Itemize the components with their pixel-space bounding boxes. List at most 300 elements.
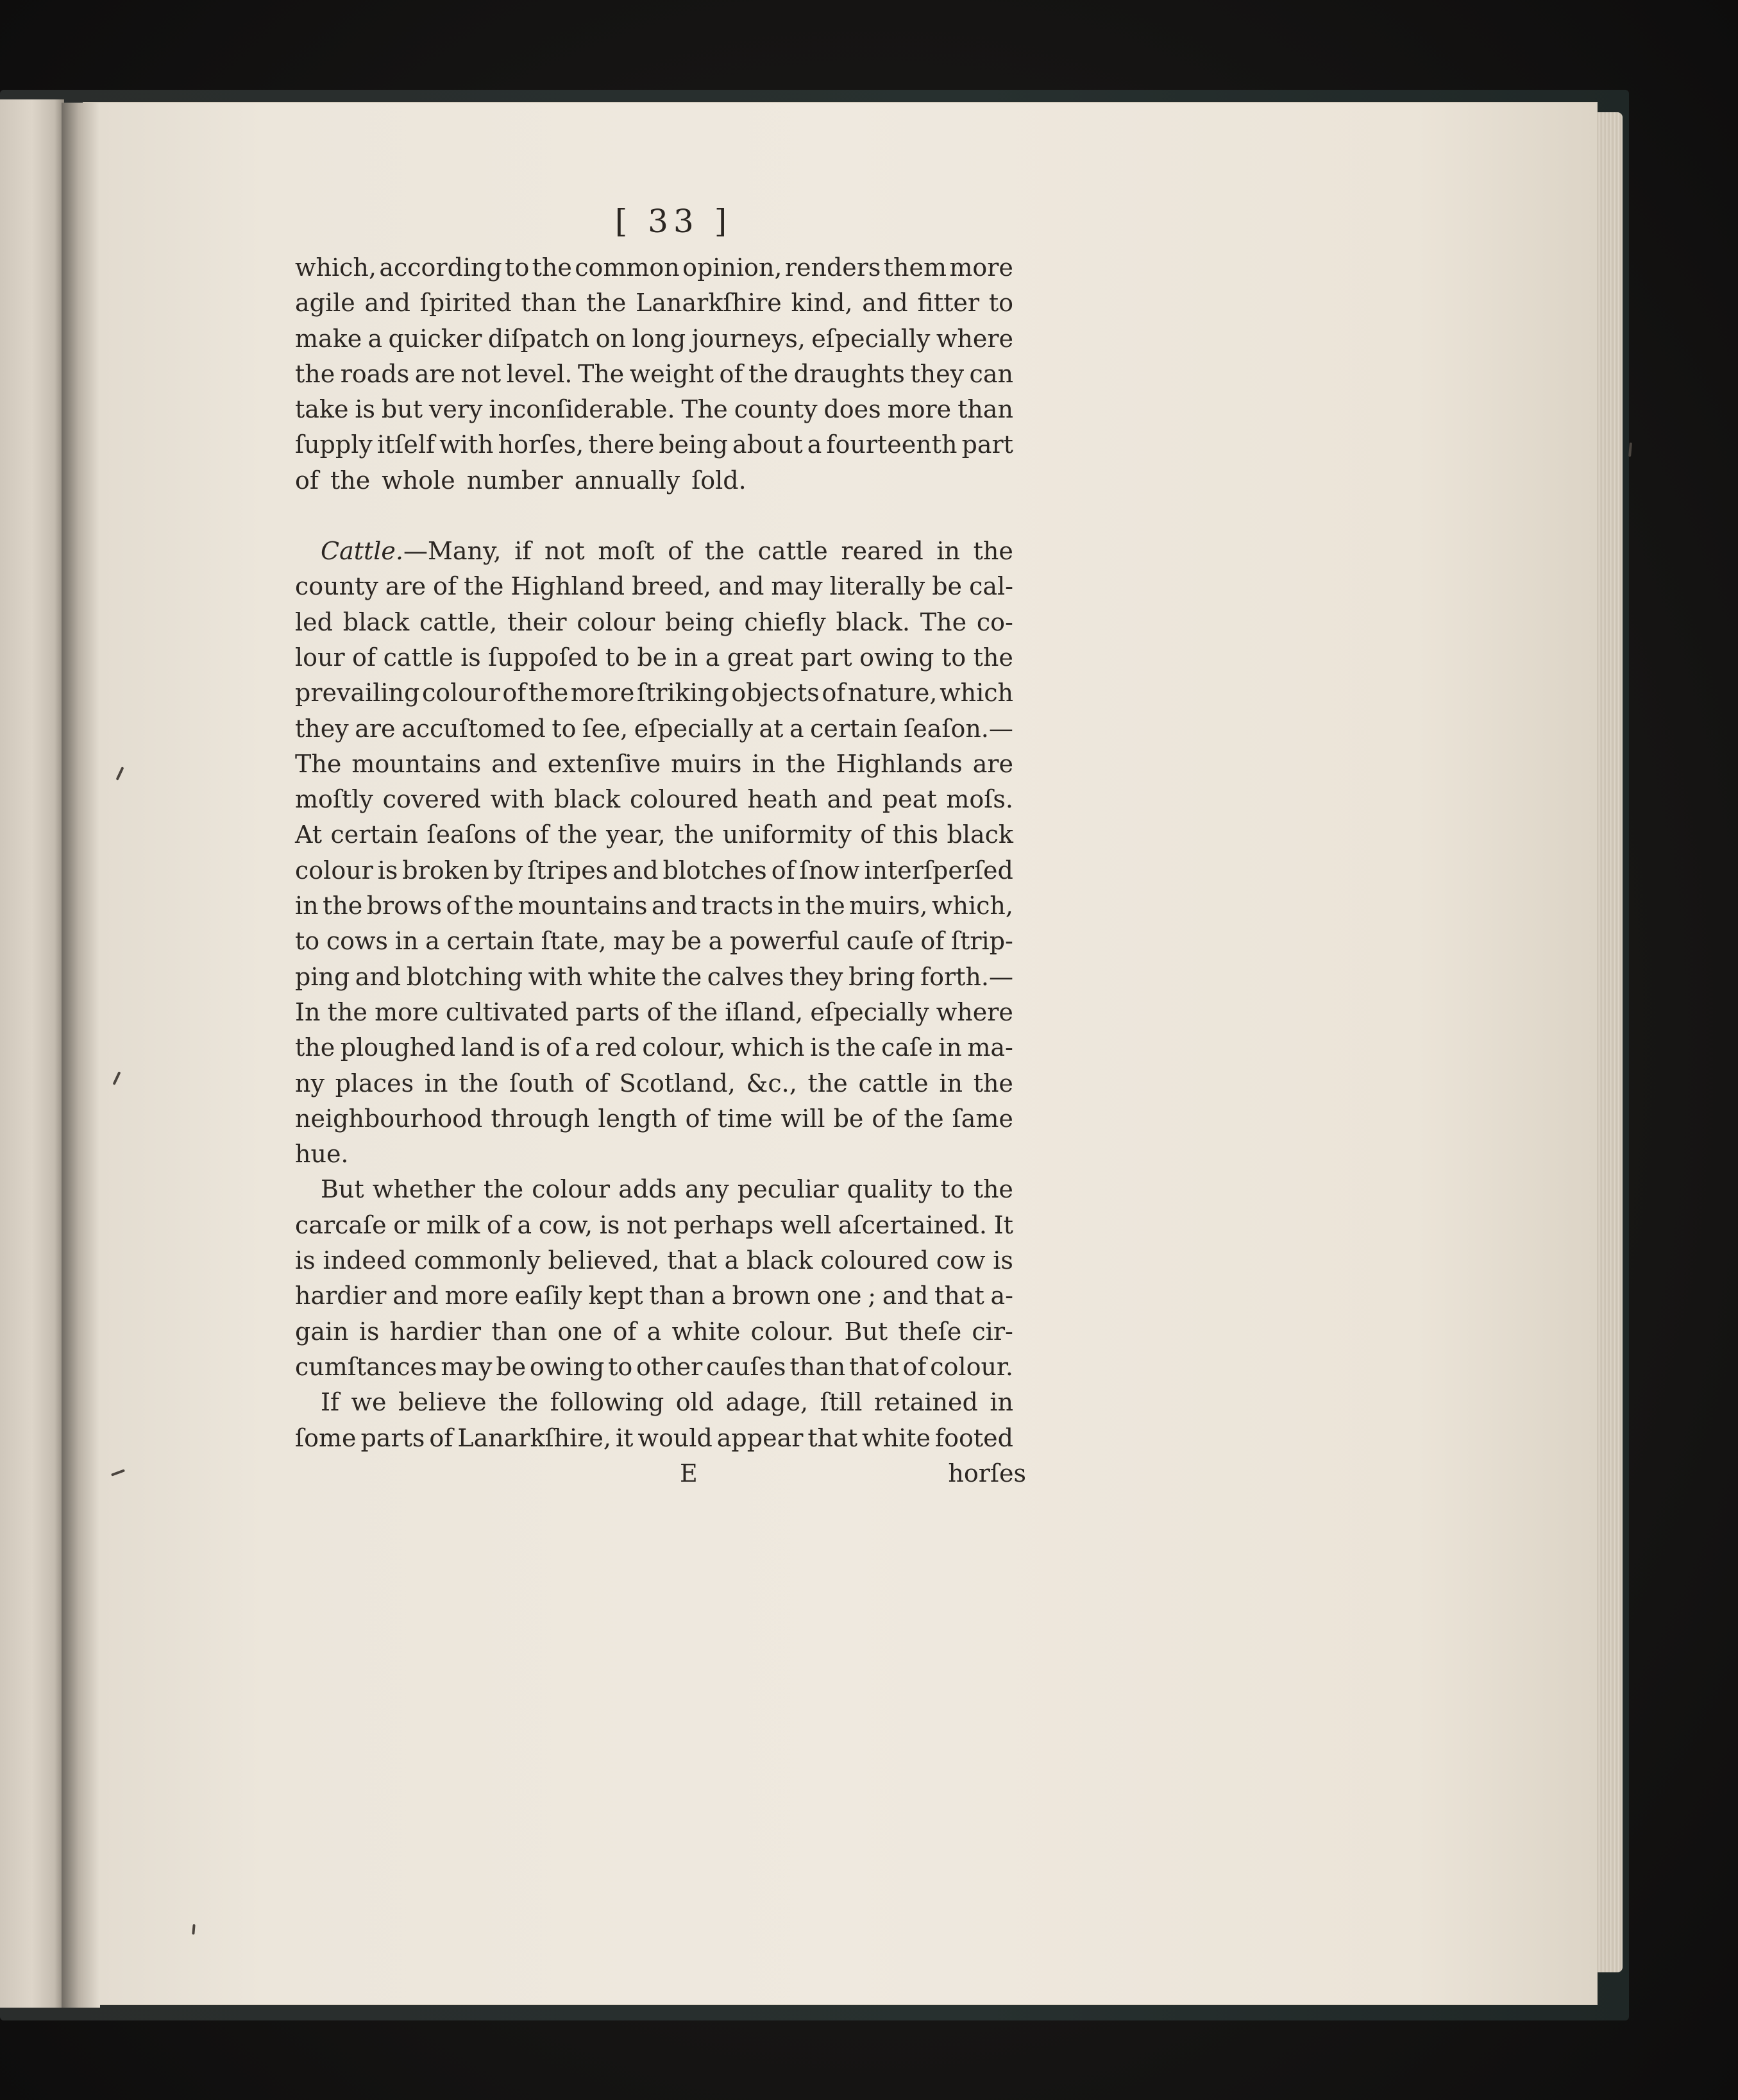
word: a bbox=[517, 1210, 532, 1239]
word: being bbox=[664, 607, 734, 636]
word: level. bbox=[506, 359, 573, 388]
word: that bbox=[849, 1352, 899, 1381]
word: believed, bbox=[548, 1246, 660, 1275]
word: The bbox=[920, 607, 967, 636]
word: the bbox=[748, 359, 789, 388]
word: the bbox=[295, 1033, 335, 1062]
word: coloured bbox=[820, 1246, 929, 1275]
word: cattle, bbox=[419, 607, 498, 636]
word: is bbox=[519, 1033, 541, 1062]
word: Highlands bbox=[836, 749, 963, 778]
word: is bbox=[460, 643, 481, 672]
word: in bbox=[295, 892, 319, 920]
text-line bbox=[295, 285, 1013, 321]
word: colour, bbox=[642, 1033, 726, 1062]
word: and bbox=[651, 892, 698, 920]
text-line bbox=[295, 960, 1013, 995]
word: a bbox=[705, 643, 720, 672]
text-line bbox=[295, 1243, 1013, 1278]
word: in bbox=[752, 749, 776, 778]
word: and bbox=[355, 962, 401, 991]
word: in bbox=[939, 1069, 963, 1097]
word: are bbox=[355, 714, 396, 743]
word: mountains bbox=[351, 749, 482, 778]
word: part bbox=[961, 430, 1013, 459]
word: are bbox=[972, 749, 1013, 778]
word: of bbox=[429, 1423, 453, 1452]
word: places bbox=[335, 1069, 414, 1097]
word: kept bbox=[588, 1282, 643, 1310]
word: nature, bbox=[847, 679, 938, 707]
word: more bbox=[887, 395, 952, 424]
word: of bbox=[685, 1104, 709, 1133]
word: more bbox=[949, 253, 1013, 282]
word: and bbox=[827, 785, 873, 814]
word: heath bbox=[747, 785, 818, 814]
word: which bbox=[940, 679, 1013, 707]
word: to bbox=[505, 253, 530, 282]
word: a bbox=[708, 927, 723, 956]
word: of bbox=[433, 572, 457, 601]
word: which, bbox=[295, 253, 376, 282]
word: colour bbox=[295, 856, 373, 885]
word: the bbox=[807, 1069, 848, 1097]
word: black bbox=[747, 1246, 813, 1275]
word: perhaps bbox=[673, 1210, 774, 1239]
word: and bbox=[718, 572, 764, 601]
word: ploughed bbox=[340, 1033, 456, 1062]
word: in bbox=[674, 643, 698, 672]
word: fitter bbox=[917, 289, 980, 318]
word: and bbox=[612, 856, 659, 885]
word: muirs bbox=[671, 749, 742, 778]
word: cauſes bbox=[706, 1352, 786, 1381]
word: accuſtomed bbox=[401, 714, 546, 743]
word: cultivated bbox=[445, 997, 569, 1026]
word: of bbox=[920, 927, 945, 956]
word: them bbox=[883, 253, 947, 282]
word: colour. bbox=[750, 1317, 834, 1346]
word: colour bbox=[421, 679, 500, 707]
word: following bbox=[550, 1388, 664, 1417]
word: time bbox=[717, 1104, 773, 1133]
word: not bbox=[460, 359, 502, 388]
word: indeed bbox=[323, 1246, 407, 1275]
word: in bbox=[938, 1033, 962, 1062]
word: quality bbox=[847, 1175, 932, 1204]
word: ſpirited bbox=[419, 289, 512, 318]
word: take bbox=[295, 395, 349, 424]
word: But bbox=[844, 1317, 888, 1346]
word: certain bbox=[330, 820, 418, 849]
word: chiefly bbox=[744, 607, 826, 636]
word: Lanarkſhire bbox=[636, 289, 782, 318]
word: this bbox=[892, 820, 939, 849]
page-number: [ 33 ] bbox=[614, 203, 732, 240]
word: the bbox=[677, 997, 718, 1026]
word: there bbox=[588, 430, 655, 459]
text-line bbox=[295, 640, 1013, 675]
word: the bbox=[323, 892, 363, 920]
word: would bbox=[637, 1423, 713, 1452]
word: than bbox=[491, 1317, 548, 1346]
word: a bbox=[646, 1317, 662, 1346]
word: eſpecially bbox=[810, 997, 929, 1026]
word: cal- bbox=[969, 572, 1013, 601]
word: length bbox=[598, 1104, 677, 1133]
page-gutter bbox=[62, 103, 100, 2008]
word: annually bbox=[574, 466, 680, 495]
word: bring bbox=[848, 962, 915, 991]
word: cattle bbox=[383, 643, 453, 672]
word: hue. bbox=[295, 1140, 349, 1169]
word: of bbox=[860, 820, 884, 849]
word: gain bbox=[295, 1317, 349, 1346]
catchword: horſes bbox=[948, 1459, 1026, 1487]
word: the bbox=[459, 1069, 499, 1097]
word: the bbox=[973, 1175, 1013, 1204]
word: tracts bbox=[701, 892, 773, 920]
word: appear bbox=[716, 1423, 804, 1452]
word: certain bbox=[446, 927, 534, 956]
word: well bbox=[780, 1210, 832, 1239]
word: believe bbox=[398, 1388, 487, 1417]
word: long bbox=[632, 324, 686, 353]
word: cow, bbox=[538, 1210, 593, 1239]
word: ma- bbox=[967, 1033, 1013, 1062]
word: of bbox=[295, 466, 319, 495]
word: one bbox=[557, 1317, 603, 1346]
word: and bbox=[364, 289, 411, 318]
word: a bbox=[425, 927, 440, 956]
word: ſtripes bbox=[527, 856, 609, 885]
word: where bbox=[936, 997, 1013, 1026]
cattle-first-line bbox=[403, 534, 1013, 569]
word: the bbox=[295, 359, 335, 388]
word: on bbox=[595, 324, 627, 353]
word: led bbox=[295, 607, 333, 636]
word: colour. bbox=[930, 1352, 1013, 1381]
word: calves bbox=[707, 962, 784, 991]
word: renders bbox=[784, 253, 881, 282]
word: of bbox=[668, 537, 692, 566]
word: cows bbox=[326, 927, 389, 956]
text-line bbox=[295, 853, 1013, 888]
word: literally bbox=[829, 572, 925, 601]
word: footed bbox=[935, 1423, 1013, 1452]
word: in bbox=[936, 537, 961, 566]
word: about bbox=[732, 430, 803, 459]
word: ny bbox=[295, 1069, 325, 1097]
word: the bbox=[483, 1175, 524, 1204]
text-line bbox=[295, 1066, 1013, 1101]
word: owing bbox=[859, 643, 934, 672]
word: may bbox=[613, 927, 665, 956]
word: black bbox=[553, 785, 621, 814]
word: the bbox=[557, 820, 598, 849]
word: retained bbox=[873, 1388, 978, 1417]
word: will bbox=[780, 1104, 825, 1133]
word: and bbox=[392, 1282, 439, 1310]
word: white bbox=[671, 1317, 741, 1346]
word: It bbox=[993, 1210, 1013, 1239]
word: the bbox=[973, 537, 1013, 566]
word: ping bbox=[295, 962, 350, 991]
text-line bbox=[295, 675, 1013, 711]
word: land bbox=[460, 1033, 515, 1062]
text-line bbox=[295, 392, 1013, 427]
word: milk bbox=[426, 1210, 480, 1239]
word: does bbox=[823, 395, 881, 424]
text-line bbox=[295, 1314, 1013, 1350]
word: very bbox=[428, 395, 483, 424]
word: county bbox=[295, 572, 378, 601]
text-line bbox=[295, 427, 1013, 462]
text-line bbox=[295, 1421, 1013, 1456]
word: ſtriking bbox=[636, 679, 729, 707]
word: reared bbox=[841, 537, 924, 566]
word: the bbox=[973, 643, 1013, 672]
word: ſtill bbox=[820, 1388, 863, 1417]
word: they bbox=[789, 962, 843, 991]
word: a bbox=[789, 714, 804, 743]
word: and bbox=[491, 749, 537, 778]
word: and bbox=[862, 289, 908, 318]
word: be bbox=[932, 572, 963, 601]
word: ſame bbox=[952, 1104, 1013, 1133]
word: with bbox=[528, 962, 583, 991]
word: muirs, bbox=[849, 892, 928, 920]
word: in bbox=[990, 1388, 1013, 1417]
word: but bbox=[381, 395, 423, 424]
word: of bbox=[872, 1104, 896, 1133]
word: uniformity bbox=[722, 820, 852, 849]
text-line bbox=[295, 1385, 1013, 1420]
word: of bbox=[646, 997, 671, 1026]
word: brown bbox=[732, 1282, 811, 1310]
word: which bbox=[730, 1033, 805, 1062]
word: prevailing bbox=[295, 679, 420, 707]
word: according bbox=[379, 253, 502, 282]
word: owing bbox=[529, 1352, 605, 1381]
word: Scotland, bbox=[619, 1069, 736, 1097]
word: If bbox=[321, 1388, 340, 1417]
word: ſome bbox=[295, 1423, 357, 1452]
word: The bbox=[295, 749, 342, 778]
word: the bbox=[973, 1069, 1013, 1097]
word: are bbox=[414, 359, 456, 388]
word: to bbox=[552, 714, 577, 743]
word: of bbox=[446, 892, 470, 920]
word: of bbox=[822, 679, 846, 707]
word: whole bbox=[382, 466, 455, 495]
word: be bbox=[496, 1352, 527, 1381]
text-line bbox=[295, 534, 1013, 569]
word: of bbox=[902, 1352, 927, 1381]
word: But bbox=[321, 1175, 364, 1204]
word: more bbox=[375, 997, 439, 1026]
text-line bbox=[295, 463, 1013, 498]
word: roads bbox=[340, 359, 410, 388]
word: cumſtances bbox=[295, 1352, 437, 1381]
word: red bbox=[595, 1033, 637, 1062]
word: journeys, bbox=[691, 324, 806, 353]
word: hardier bbox=[389, 1317, 482, 1346]
margin-mark bbox=[1628, 443, 1632, 457]
word: powerful bbox=[729, 927, 840, 956]
word: and bbox=[882, 1282, 929, 1310]
word: ſtrip- bbox=[951, 927, 1013, 956]
text-line bbox=[295, 605, 1013, 640]
word: old bbox=[675, 1388, 714, 1417]
text-line bbox=[295, 1101, 1013, 1137]
word: extenſive bbox=[547, 749, 661, 778]
text-line bbox=[295, 1030, 1013, 1065]
text-line bbox=[295, 995, 1013, 1030]
word: a bbox=[724, 1246, 739, 1275]
text-line bbox=[295, 1278, 1013, 1314]
word: black. bbox=[836, 607, 911, 636]
word: adds bbox=[618, 1175, 677, 1204]
word: draughts bbox=[793, 359, 905, 388]
word: In bbox=[295, 997, 321, 1026]
word: than bbox=[521, 289, 577, 318]
text-line bbox=[295, 250, 1013, 285]
word: mountains bbox=[518, 892, 648, 920]
left-page-edge bbox=[0, 99, 64, 2008]
word: ſeaſon.— bbox=[904, 714, 1013, 743]
word: black bbox=[947, 820, 1013, 849]
word: other bbox=[636, 1352, 703, 1381]
word: that bbox=[934, 1282, 984, 1310]
word: cauſe bbox=[846, 927, 914, 956]
word: of bbox=[719, 359, 743, 388]
word: interſperſed bbox=[864, 856, 1013, 885]
word: forth.— bbox=[920, 962, 1013, 991]
page-footer bbox=[295, 1456, 1026, 1491]
word: Lanarkſhire, bbox=[457, 1423, 611, 1452]
word: is bbox=[810, 1033, 831, 1062]
word: being bbox=[659, 430, 728, 459]
word: may bbox=[771, 572, 823, 601]
word: with bbox=[490, 785, 544, 814]
word: is bbox=[295, 1246, 316, 1275]
word: that bbox=[667, 1246, 717, 1275]
word: a bbox=[711, 1282, 726, 1310]
word: the bbox=[327, 997, 367, 1026]
word: diſpatch bbox=[487, 324, 590, 353]
word: in bbox=[394, 927, 419, 956]
word: iſland, bbox=[725, 997, 804, 1026]
word: if bbox=[514, 537, 532, 566]
word: where bbox=[936, 324, 1013, 353]
word: eſpecially bbox=[634, 714, 753, 743]
word: the bbox=[464, 572, 504, 601]
word: through bbox=[491, 1104, 590, 1133]
word: fourteenth bbox=[826, 430, 958, 459]
word: certain bbox=[810, 714, 898, 743]
word: of bbox=[546, 1033, 570, 1062]
word: eſpecially bbox=[811, 324, 931, 353]
word: they bbox=[295, 714, 349, 743]
word: weight bbox=[629, 359, 714, 388]
word: to bbox=[608, 1352, 633, 1381]
word: be bbox=[833, 1104, 864, 1133]
word: not bbox=[544, 537, 585, 566]
word: peculiar bbox=[737, 1175, 839, 1204]
word: brows bbox=[366, 892, 443, 920]
word: a bbox=[575, 1033, 590, 1062]
word: broken bbox=[402, 856, 489, 885]
word: of bbox=[502, 679, 527, 707]
word: of bbox=[352, 643, 376, 672]
word: kind, bbox=[791, 289, 853, 318]
text-line bbox=[295, 1350, 1013, 1385]
word: breed, bbox=[632, 572, 711, 601]
word: cow bbox=[936, 1246, 986, 1275]
word: itſelf bbox=[376, 430, 435, 459]
word: more bbox=[444, 1282, 509, 1310]
word: cir- bbox=[972, 1317, 1013, 1346]
word: co- bbox=[976, 607, 1013, 636]
section-heading-cattle: Cattle. bbox=[321, 537, 403, 566]
word: is bbox=[377, 856, 398, 885]
word: theſe bbox=[898, 1317, 962, 1346]
word: ſold. bbox=[691, 466, 747, 495]
word: the bbox=[528, 679, 569, 707]
word: blotching bbox=[406, 962, 523, 991]
word: eaſily bbox=[514, 1282, 582, 1310]
word: the bbox=[836, 1033, 876, 1062]
word: —Many, bbox=[403, 537, 502, 566]
word: the bbox=[674, 820, 714, 849]
word: The bbox=[681, 395, 728, 424]
word: hardier bbox=[295, 1282, 387, 1310]
word: white bbox=[587, 962, 657, 991]
word: of bbox=[612, 1317, 637, 1346]
word: ſuppoſed bbox=[488, 643, 598, 672]
word: not bbox=[627, 1210, 667, 1239]
word: colour bbox=[532, 1175, 611, 1204]
word: in bbox=[777, 892, 802, 920]
word: with bbox=[439, 430, 494, 459]
word: one bbox=[816, 1282, 862, 1310]
text-line bbox=[295, 357, 1013, 392]
text-line bbox=[295, 1172, 1013, 1207]
word: a- bbox=[990, 1282, 1013, 1310]
word: the bbox=[805, 892, 845, 920]
word: than bbox=[789, 1352, 846, 1381]
word: of bbox=[486, 1210, 510, 1239]
word: be bbox=[671, 927, 702, 956]
word: coloured bbox=[630, 785, 738, 814]
word: to bbox=[940, 1175, 965, 1204]
word: ſeaſons bbox=[426, 820, 517, 849]
word: that bbox=[807, 1423, 858, 1452]
word: aſcertained. bbox=[838, 1210, 987, 1239]
word: carcaſe bbox=[295, 1210, 387, 1239]
word: ſupply bbox=[295, 430, 373, 459]
text-line bbox=[295, 888, 1013, 924]
word: ſee, bbox=[582, 714, 629, 743]
text-line bbox=[295, 1208, 1013, 1243]
word: the bbox=[498, 1388, 539, 1417]
word: At bbox=[295, 820, 323, 849]
word: great bbox=[727, 643, 793, 672]
word: white bbox=[862, 1423, 931, 1452]
word: than bbox=[958, 395, 1013, 424]
page-text bbox=[295, 192, 1026, 1491]
